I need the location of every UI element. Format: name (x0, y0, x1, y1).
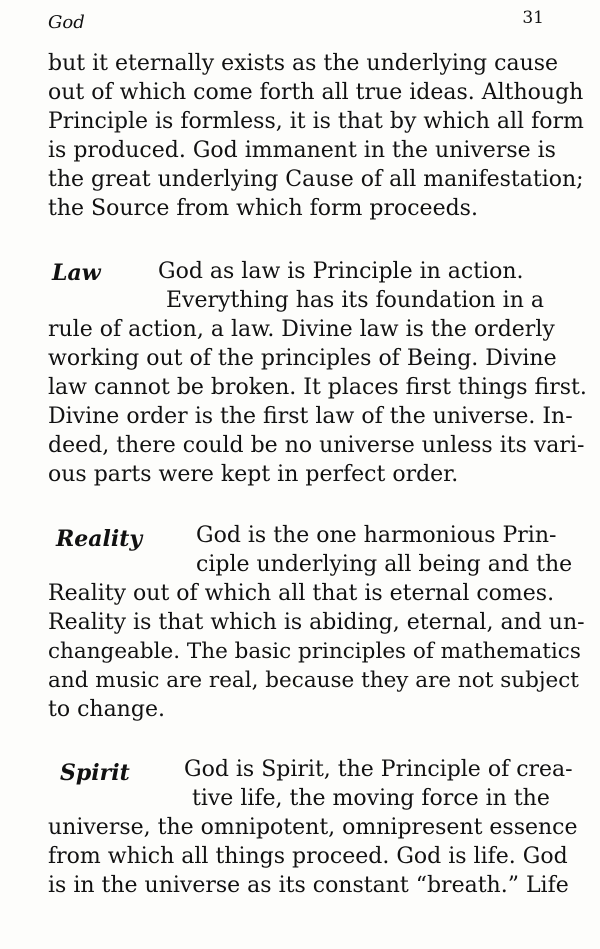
text-line: out of which come forth all true ideas. Although (48, 80, 584, 105)
text-line: tive life, the moving force in the (192, 786, 550, 811)
text-line: universe, the omnipotent, omnipresent essence (48, 815, 578, 840)
text-line: ous parts were kept in perfect order. (48, 462, 459, 487)
text-line: and music are real, because they are not subject (48, 668, 579, 693)
text-line: from which all things proceed. God is life. God (48, 844, 568, 869)
text-line: Reality is that which is abiding, eternal, and un- (48, 610, 585, 635)
text-line: to change. (48, 697, 165, 722)
text-line: ciple underlying all being and the (196, 552, 573, 577)
text-line: working out of the principles of Being. Divine (48, 346, 557, 371)
text-line: God as law is Principle in action. (158, 259, 524, 284)
text-line: God is the one harmonious Prin- (196, 523, 557, 548)
section-term: Law (52, 260, 101, 286)
text-line: God is Spirit, the Principle of crea- (184, 757, 573, 782)
text-line: rule of action, a law. Divine law is the orderly (48, 317, 555, 342)
text-line: the Source from which form proceeds. (48, 196, 478, 221)
page-number: 31 (522, 8, 544, 28)
text-line: is in the universe as its constant “breath.” Life (48, 873, 569, 898)
text-line: changeable. The basic principles of mathematics (48, 639, 581, 664)
text-line: law cannot be broken. It places first things first. (48, 375, 587, 400)
running-title: God (48, 12, 85, 33)
text-line: the great underlying Cause of all manifestation; (48, 167, 584, 192)
text-line: Everything has its foundation in a (166, 288, 544, 313)
text-line: Principle is formless, it is that by which all form (48, 109, 584, 134)
section-term: Spirit (60, 760, 130, 786)
text-line: deed, there could be no universe unless its vari- (48, 433, 585, 458)
text-line: but it eternally exists as the underlying cause (48, 51, 559, 76)
section-term: Reality (56, 526, 143, 552)
text-line: Divine order is the first law of the universe. In- (48, 404, 573, 429)
text-line: is produced. God immanent in the universe is (48, 138, 556, 163)
text-line: Reality out of which all that is eternal comes. (48, 581, 555, 606)
